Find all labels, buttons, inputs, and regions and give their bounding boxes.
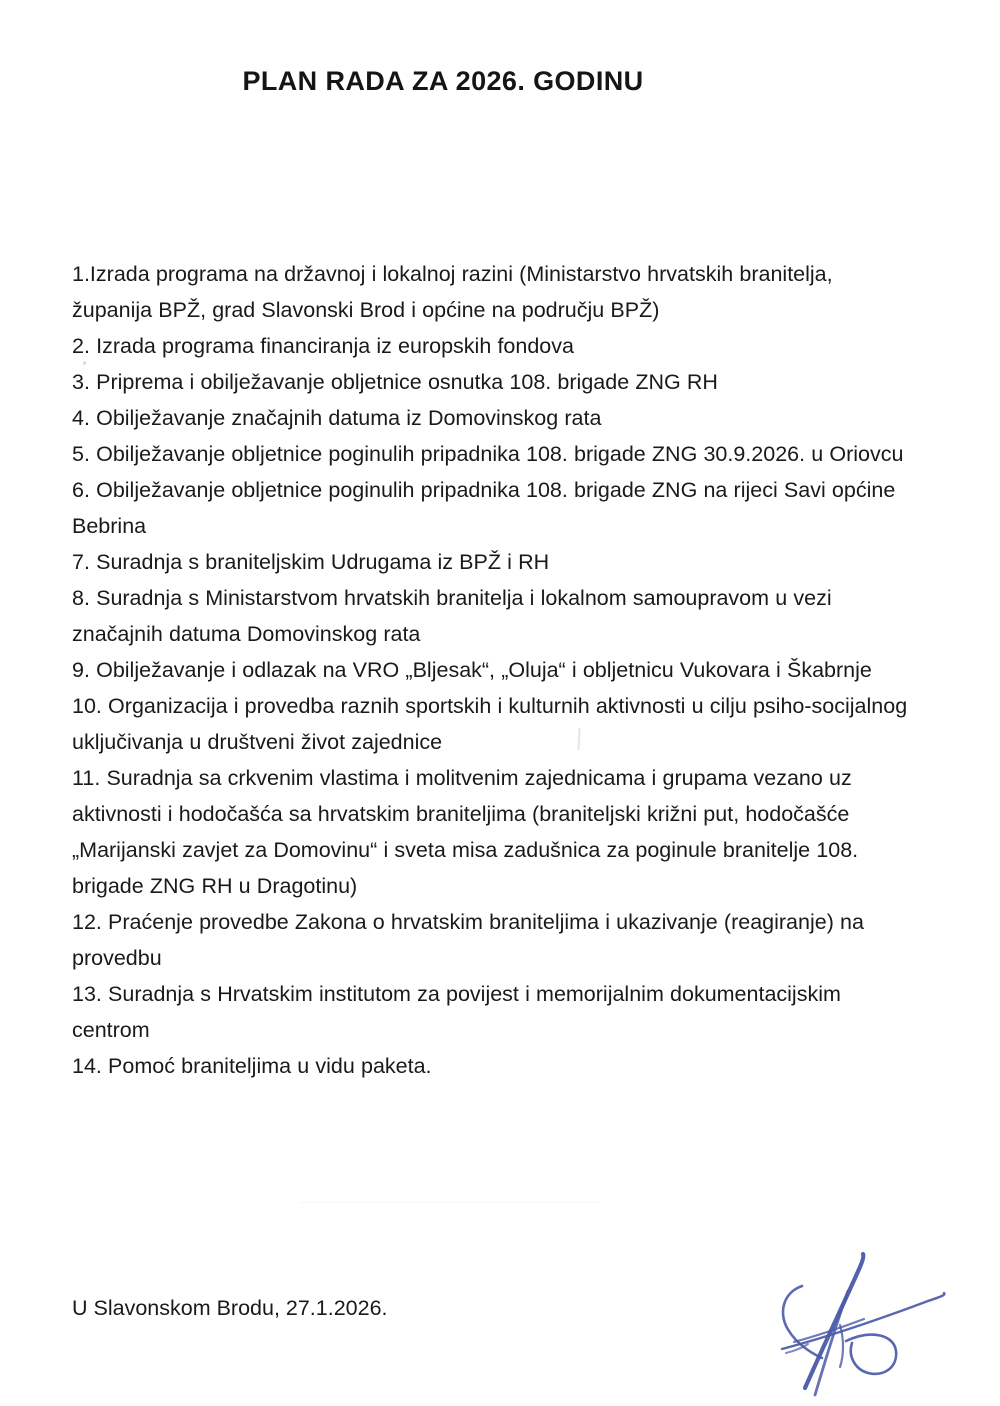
plan-item: 11. Suradnja sa crkvenim vlastima i molitvenim zajednicama i grupama vezano uz aktivnosti i hodočašća sa hrvatskim braniteljima (braniteljski križni put, hodočašće „Marijanski zavjet za Domovinu“ i sveta misa zadušnica za poginule branitelje 108. brigade ZNG RH u Dragotinu) [72,766,859,898]
plan-item: 3. Priprema i obilježavanje obljetnice osnutka 108. brigade ZNG RH [72,370,718,394]
signature [768,1243,980,1401]
plan-item: 1.Izrada programa na državnoj i lokalnoj razini (Ministarstvo hrvatskih branitelja, županija BPŽ, grad Slavonski Brod i općine na području BPŽ) [72,262,833,322]
plan-item: 12. Praćenje provedbe Zakona o hrvatskim braniteljima i ukazivanje (reagiranje) na provedbu [72,910,864,970]
plan-items-list [72,256,917,1084]
scan-artifact [300,1202,600,1203]
plan-item: 8. Suradnja s Ministarstvom hrvatskih branitelja i lokalnom samoupravom u vezi značajnih datuma Domovinskog rata [72,586,832,646]
place-and-date: U Slavonskom Brodu, 27.1.2026. [72,1296,388,1320]
plan-item: 4. Obilježavanje značajnih datuma iz Domovinskog rata [72,406,602,430]
plan-item: 14. Pomoć braniteljima u vidu paketa. [72,1054,432,1078]
plan-item: 6. Obilježavanje obljetnice poginulih pripadnika 108. brigade ZNG na rijeci Savi općine Bebrina [72,478,896,538]
plan-item: 13. Suradnja s Hrvatskim institutom za povijest i memorijalnim dokumentacijskim centrom [72,982,841,1042]
plan-item: 7. Suradnja s braniteljskim Udrugama iz BPŽ i RH [72,550,550,574]
plan-item: 5. Obilježavanje obljetnice poginulih pripadnika 108. brigade ZNG 30.9.2026. u Oriovcu [72,442,904,466]
plan-item: 2. Izrada programa financiranja iz europskih fondova [72,334,574,358]
plan-item: 9. Obilježavanje i odlazak na VRO „Bljesak“, „Oluja“ i obljetnicu Vukovara i Škabrnje [72,658,872,682]
page-title: PLAN RADA ZA 2026. GODINU [242,66,644,96]
plan-item: 10. Organizacija i provedba raznih sportskih i kulturnih aktivnosti u cilju psiho-socijalnog uključivanja u društveni život zajednice [72,694,908,754]
